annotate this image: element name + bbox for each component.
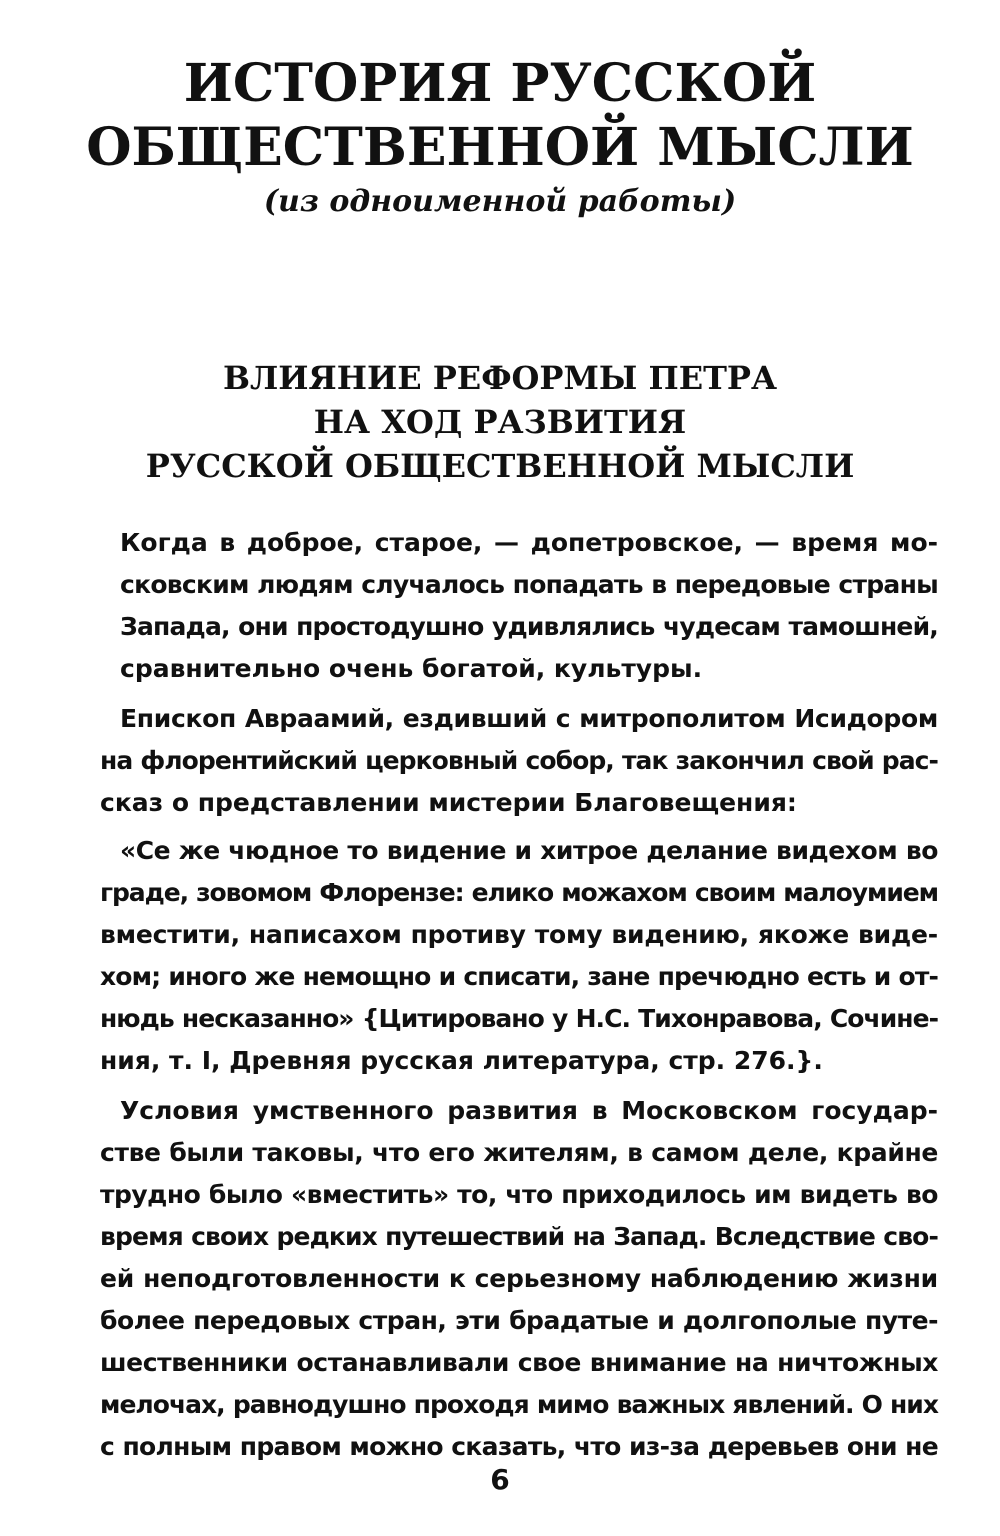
- text-line: сказ о представлении мистерии Благовещения:: [100, 788, 797, 817]
- text-line: с полным правом можно сказать, что из-за деревьев они не: [100, 1432, 938, 1461]
- section-title-line: ВЛИЯНИЕ РЕФОРМЫ ПЕТРА: [222, 359, 778, 397]
- text-line: ей неподготовленности к серьезному наблюдению жизни: [100, 1264, 938, 1293]
- text-line: Когда в доброе, старое, — допетровское, — время мо-: [120, 528, 938, 557]
- body-text: [100, 522, 938, 1468]
- book-subtitle: (из одноименной работы): [263, 184, 737, 219]
- text-line: трудно было «вместить» то, что приходилось им видеть во: [100, 1180, 938, 1209]
- paragraph: [100, 1090, 938, 1468]
- text-line: Условия умственного развития в Московском государ-: [120, 1096, 938, 1125]
- paragraph: [100, 698, 938, 824]
- text-line: сковским людям случалось попадать в передовые страны: [120, 570, 938, 599]
- text-line: время своих редких путешествий на Запад. Вследствие сво-: [100, 1222, 938, 1251]
- text-line: Епископ Авраамий, ездивший с митрополитом Исидором: [120, 704, 938, 733]
- book-title: [0, 52, 1000, 180]
- text-line: вместити, написахом противу тому видению, якоже виде-: [100, 920, 938, 949]
- text-line: Запада, они простодушно удивлялись чудесам тамошней,: [120, 612, 938, 641]
- page-number: 6: [490, 1463, 510, 1496]
- text-line: мелочах, равнодушно проходя мимо важных явлений. О них: [100, 1390, 938, 1419]
- book-title-line: ИСТОРИЯ РУССКОЙ: [183, 53, 817, 114]
- text-line: стве были таковы, что его жителям, в самом деле, крайне: [100, 1138, 938, 1167]
- section-title-line: РУССКОЙ ОБЩЕСТВЕННОЙ МЫСЛИ: [145, 447, 855, 485]
- paragraph: [100, 830, 938, 1082]
- text-line: ния, т. I, Древняя русская литература, стр. 276.}.: [100, 1046, 823, 1075]
- text-line: более передовых стран, эти брадатые и долгополые путе-: [100, 1306, 938, 1335]
- section-title-line: НА ХОД РАЗВИТИЯ: [313, 403, 687, 441]
- text-line: на флорентийский церковный собор, так закончил свой рас-: [100, 746, 938, 775]
- text-line: нюдь несказанно» {Цитировано у Н.С. Тихонравова, Сочине-: [100, 1004, 938, 1033]
- text-line: сравнительно очень богатой, культуры.: [120, 654, 703, 683]
- text-line: хом; иного же немощно и списати, зане пречюдно есть и от-: [100, 962, 938, 991]
- paragraph: [120, 522, 938, 690]
- text-line: «Се же чюдное то видение и хитрое делание видехом во: [120, 836, 938, 865]
- text-line: граде, зовомом Флорензе: елико можахом своим малоумием: [100, 878, 938, 907]
- section-title: [0, 356, 1000, 488]
- book-title-line: ОБЩЕСТВЕННОЙ МЫСЛИ: [86, 117, 914, 178]
- text-line: шественники останавливали свое внимание на ничтожных: [100, 1348, 938, 1377]
